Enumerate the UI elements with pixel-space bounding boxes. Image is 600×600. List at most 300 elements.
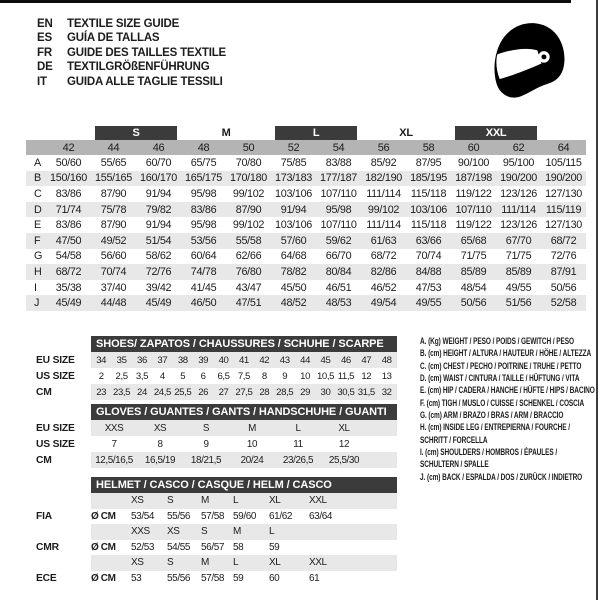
value-cell: 45 — [315, 352, 335, 368]
value-cell: 6 — [200, 370, 206, 382]
measure-row-G — [26, 249, 586, 265]
helmet-value: 59/60 — [233, 510, 257, 522]
diameter-unit-label: Ø CM — [91, 541, 116, 553]
helmet-value: 53 — [131, 572, 142, 584]
measure-value: 107/110 — [320, 187, 357, 200]
value-cell: 25,5/30 — [321, 452, 367, 468]
helmet-size-header: L — [269, 524, 309, 540]
table-row — [36, 352, 397, 368]
measure-value: 68/72 — [541, 233, 586, 249]
table-row — [36, 436, 397, 452]
language-row — [37, 75, 226, 89]
language-label: GUÍA DE TALLAS — [67, 32, 160, 45]
helmet-value: 57/58 — [201, 572, 225, 584]
helmet-size-header: XL — [269, 493, 309, 509]
size-column-header: 54 — [316, 140, 361, 155]
measure-value: 83/86 — [55, 219, 82, 232]
value-cell: 12,5/16,5 — [91, 452, 137, 468]
measure-row-C — [26, 186, 586, 202]
measure-value: 83/88 — [325, 156, 352, 169]
right-border-line — [596, 0, 598, 600]
measure-value: 71/74 — [46, 202, 91, 218]
helmet-row-CMR — [36, 540, 397, 556]
value-cell: 30,5 — [336, 384, 356, 400]
main-size-table — [26, 126, 586, 311]
measure-value: 41/45 — [190, 281, 217, 294]
size-column-header: 46 — [136, 140, 181, 155]
measure-value: 185/195 — [406, 171, 451, 187]
measure-value: 50/56 — [550, 281, 577, 294]
helmet-row-FIA — [36, 509, 397, 525]
row-label: US SIZE — [36, 438, 75, 450]
filler-cell — [367, 452, 397, 468]
measure-value: 82/86 — [361, 264, 406, 280]
table-row — [36, 368, 397, 384]
measure-row-label: D — [26, 202, 46, 218]
measure-row-label: B — [26, 171, 46, 187]
size-group-spacer — [541, 126, 586, 140]
helmet-size-header: XS — [131, 555, 167, 571]
shoes-section-title: SHOES/ ZAPATOS / CHAUSSURES / SCHUHE / SCARPE — [91, 336, 397, 352]
measure-value: 87/91 — [541, 264, 586, 280]
size-group-bar: XXL — [455, 126, 537, 140]
measure-row-label: I — [34, 281, 37, 294]
size-column-header: 56 — [361, 140, 406, 155]
unit-spacer — [91, 493, 131, 509]
size-column-header: 62 — [496, 140, 541, 155]
value-cell: 40 — [213, 352, 233, 368]
value-cell: 27,5 — [234, 384, 254, 400]
measure-value: 160/170 — [136, 171, 181, 187]
measure-value: 71/75 — [505, 250, 532, 263]
helmet-section — [36, 477, 397, 586]
measure-value: 45/49 — [136, 295, 181, 311]
measure-value: 50/56 — [451, 295, 496, 311]
measure-value: 85/89 — [451, 264, 496, 280]
measure-value: 119/122 — [455, 219, 492, 232]
measure-value: 115/118 — [410, 219, 447, 232]
measure-value: 103/106 — [406, 202, 451, 218]
helmet-sizes-row — [36, 524, 397, 540]
measure-value: 72/76 — [550, 250, 577, 263]
band-spacer — [26, 140, 46, 155]
helmet-section-title: HELMET / CASCO / CASQUE / HELM / CASCO — [91, 477, 397, 493]
measure-row-F — [26, 233, 586, 249]
value-cell: 24 — [132, 384, 152, 400]
measure-row-label: A — [34, 156, 41, 169]
value-cell: 30 — [315, 384, 335, 400]
measure-value: 48/53 — [316, 295, 361, 311]
row-label: US SIZE — [36, 370, 75, 382]
measure-value: 155/165 — [91, 171, 136, 187]
size-column-header: 44 — [91, 140, 136, 155]
shoes-section — [36, 336, 397, 400]
value-cell: 2 — [98, 370, 104, 382]
language-label: TEXTILE SIZE GUIDE — [67, 18, 180, 30]
helmet-value: 57/58 — [201, 510, 225, 522]
measure-value: 55/65 — [100, 156, 127, 169]
helmet-value: 60 — [269, 572, 280, 584]
helmet-size-header: M — [201, 493, 233, 509]
value-cell: 23/26,5 — [275, 452, 321, 468]
measure-row-A — [26, 155, 586, 171]
measure-value: 37/40 — [100, 281, 127, 294]
measure-value: 46/50 — [181, 295, 226, 311]
size-column-header: 58 — [406, 140, 451, 155]
value-cell: 3,5 — [135, 370, 149, 382]
value-cell: 20/24 — [229, 452, 275, 468]
size-column-header: 48 — [181, 140, 226, 155]
table-row — [36, 420, 397, 436]
measure-value: 57/60 — [271, 233, 316, 249]
row-label-spacer — [36, 524, 91, 540]
helmet-size-header: XS — [167, 524, 201, 540]
value-cell: 41 — [234, 352, 254, 368]
measure-value: 44/48 — [91, 295, 136, 311]
helmet-value: 63/64 — [309, 510, 333, 522]
value-cell: 25,5 — [173, 384, 193, 400]
measure-value: 91/94 — [271, 202, 316, 218]
measure-value: 83/86 — [181, 202, 226, 218]
value-cell: XL — [321, 420, 367, 436]
helmet-size-header: M — [201, 555, 233, 571]
measure-value: 87/90 — [226, 202, 271, 218]
unit-spacer — [91, 524, 131, 540]
legend-line: I. (cm) SHOULDERS / HOMBROS / ÉPAULES / — [420, 447, 558, 458]
measure-value: 43/47 — [235, 281, 262, 294]
measure-value: 90/100 — [457, 156, 490, 169]
language-row — [37, 31, 226, 45]
value-cell: 9 — [282, 370, 288, 382]
measure-value: 105/115 — [545, 156, 582, 169]
measure-value: 182/190 — [361, 171, 406, 187]
value-cell: 31,5 — [356, 384, 376, 400]
helmet-sizes-row — [36, 555, 397, 571]
measure-value: 91/94 — [145, 187, 172, 200]
measure-value: 63/66 — [406, 233, 451, 249]
measure-value: 75/85 — [280, 156, 307, 169]
measure-value: 95/98 — [190, 219, 217, 232]
row-label: EU SIZE — [36, 422, 75, 434]
measure-value: 99/102 — [232, 219, 265, 232]
measure-value: 55/58 — [226, 233, 271, 249]
helmet-size-header: S — [167, 493, 201, 509]
helmet-value: 55/56 — [167, 572, 191, 584]
measure-value: 48/54 — [460, 281, 487, 294]
measure-value: 45/50 — [280, 281, 307, 294]
measure-value: 75/78 — [91, 202, 136, 218]
language-label: GUIDE DES TAILLES TEXTILE — [67, 46, 226, 59]
helmet-sizes-row — [36, 493, 397, 509]
helmet-value: 59 — [233, 572, 244, 584]
measure-row-label: C — [34, 187, 42, 200]
value-cell: 42 — [254, 352, 274, 368]
standard-label: FIA — [36, 510, 52, 522]
value-cell: 7,5 — [237, 370, 250, 382]
standard-label: ECE — [36, 572, 57, 584]
value-cell: 37 — [152, 352, 172, 368]
helmet-size-header: S — [167, 555, 201, 571]
language-label: TEXTILGRÖßENFÜHRUNG — [67, 61, 210, 74]
shoes-table — [36, 352, 397, 400]
value-cell: S — [183, 420, 229, 436]
helmet-value: 55/56 — [167, 510, 191, 522]
value-cell: 2,5 — [115, 370, 128, 382]
measure-value: 127/130 — [545, 219, 582, 232]
measure-value: 60/70 — [145, 156, 172, 169]
legend-line: E. (cm) HIP / CADERA / HANCHE / HÜFTE / HIPS / BACINO — [420, 385, 595, 396]
measure-value: 103/106 — [275, 219, 312, 232]
measure-value: 47/51 — [226, 295, 271, 311]
measure-value: 95/98 — [190, 187, 217, 200]
value-cell: 46 — [336, 352, 356, 368]
helmet-size-header: M — [233, 524, 269, 540]
helmet-row-ECE — [36, 571, 397, 587]
table-row — [36, 384, 397, 400]
helmet-value: 59 — [269, 541, 280, 553]
measure-row-label: F — [26, 233, 46, 249]
measure-value: 95/98 — [316, 202, 361, 218]
measure-value: 115/118 — [410, 187, 447, 200]
value-cell: 24,5 — [152, 384, 172, 400]
helmet-value: 54/55 — [167, 541, 191, 553]
table-row — [36, 452, 397, 468]
racing-helmet-icon — [489, 16, 571, 106]
row-label: CM — [36, 454, 52, 466]
measure-value: 123/126 — [500, 219, 537, 232]
unit-spacer — [91, 555, 131, 571]
gloves-section-title: GLOVES / GUANTES / GANTS / HANDSCHUHE / GUANTI — [91, 404, 397, 420]
value-cell: L — [275, 420, 321, 436]
value-cell: 13 — [381, 370, 392, 382]
language-code: DE — [37, 61, 53, 74]
legend-line: SCHULTERN / SPALLE — [420, 459, 489, 470]
value-cell: 9 — [203, 438, 209, 450]
helmet-value: 61/62 — [269, 510, 293, 522]
value-cell: 26 — [193, 384, 213, 400]
measure-row-J — [26, 295, 586, 311]
measure-value: 187/198 — [451, 171, 496, 187]
helmet-size-header: XXS — [131, 524, 167, 540]
measure-value: 170/180 — [226, 171, 271, 187]
size-column-header: 42 — [46, 140, 91, 155]
measure-value: 49/55 — [505, 281, 532, 294]
size-group-bar: S — [95, 126, 177, 140]
measure-value: 46/52 — [370, 281, 397, 294]
size-group-M — [181, 126, 271, 140]
measure-value: 91/94 — [145, 219, 172, 232]
standard-label: CMR — [36, 541, 59, 553]
value-cell: 32 — [376, 384, 396, 400]
value-cell: 48 — [376, 352, 396, 368]
gloves-section — [36, 404, 397, 468]
measure-row-label: H — [26, 264, 46, 280]
size-column-header: 60 — [451, 140, 496, 155]
value-cell: 6,5 — [217, 370, 230, 382]
legend-line: D. (cm) WAIST / CINTURA / TAILLE / HÜFTUNG / VITA — [420, 373, 580, 384]
measure-value: 111/114 — [496, 202, 541, 218]
value-cell: 28 — [254, 384, 274, 400]
measure-value: 60/64 — [190, 250, 217, 263]
value-cell: 27 — [213, 384, 233, 400]
language-code: IT — [37, 75, 47, 88]
measure-value: 47/53 — [415, 281, 442, 294]
helmet-value: 61 — [309, 572, 320, 584]
measure-value: 58/62 — [145, 250, 172, 263]
measure-value: 87/90 — [100, 187, 127, 200]
measure-value: 68/72 — [370, 250, 397, 263]
language-row — [37, 46, 226, 60]
measure-value: 190/200 — [496, 171, 541, 187]
measure-row-B — [26, 171, 586, 187]
legend-line: F. (cm) TIGH / MUSLO / CUISSE / SCHENKEL / COSCIA — [420, 397, 585, 408]
measure-row-label: J — [26, 295, 46, 311]
measure-value: 49/52 — [91, 233, 136, 249]
measure-value: 85/92 — [370, 156, 397, 169]
legend-line: G. (cm) ARM / BRAZO / BRAS / ARM / BRACCIO — [420, 410, 564, 421]
value-cell: 10 — [300, 370, 311, 382]
measure-value: 87/90 — [100, 219, 127, 232]
measure-value: 56/60 — [100, 250, 127, 263]
measure-value: 49/55 — [406, 295, 451, 311]
size-group-XXL — [451, 126, 541, 140]
legend-line: SCHRITT / FORCELLA — [420, 434, 488, 445]
size-group-L — [271, 126, 361, 140]
measure-value: 46/51 — [325, 281, 352, 294]
measure-row-E — [26, 217, 586, 233]
helmet-size-header: XXL — [309, 555, 397, 571]
measure-value: 64/68 — [280, 250, 307, 263]
measure-value: 50/60 — [55, 156, 82, 169]
language-code: EN — [37, 18, 53, 30]
value-cell: 44 — [295, 352, 315, 368]
language-label: GUIDA ALLE TAGLIE TESSILI — [67, 75, 223, 88]
measure-value: 111/114 — [366, 219, 401, 232]
value-cell: 12 — [338, 438, 350, 450]
size-group-spacer — [26, 126, 91, 140]
measure-value: 35/38 — [55, 281, 82, 294]
helmet-value: 52/53 — [131, 541, 155, 553]
measure-value: 111/114 — [366, 187, 401, 200]
value-cell: 16,5/19 — [137, 452, 183, 468]
measure-value: 66/70 — [325, 250, 352, 263]
size-group-S — [91, 126, 181, 140]
language-list — [37, 17, 226, 89]
row-label: EU SIZE — [36, 354, 75, 366]
measure-value: 48/52 — [271, 295, 316, 311]
measure-value: 107/110 — [451, 202, 496, 218]
row-label-spacer — [36, 493, 91, 509]
measure-value: 74/78 — [181, 264, 226, 280]
value-cell: 7 — [111, 438, 117, 450]
gloves-table — [36, 420, 397, 468]
value-cell: 35 — [111, 352, 131, 368]
measure-value: 39/42 — [145, 281, 172, 294]
measure-value: 53/56 — [181, 233, 226, 249]
row-label-spacer — [36, 555, 91, 571]
language-row — [37, 60, 226, 74]
measure-value: 123/126 — [500, 187, 537, 200]
measure-value: 99/102 — [361, 202, 406, 218]
size-group-bar: XL — [399, 127, 413, 139]
top-border-line — [0, 0, 571, 3]
value-cell: 18/21,5 — [183, 452, 229, 468]
measure-value: 49/54 — [361, 295, 406, 311]
legend-line: B. (cm) HEIGHT / ALTURA / HAUTEUR / HÖHE / ALTEZZA — [420, 348, 592, 359]
measure-value: 85/89 — [496, 264, 541, 280]
measure-row-I — [26, 280, 586, 296]
measure-value: 70/74 — [415, 250, 442, 263]
measure-value: 70/74 — [91, 264, 136, 280]
diameter-unit-label: Ø CM — [91, 572, 116, 584]
measure-value: 65/68 — [451, 233, 496, 249]
legend-line: A. (Kg) WEIGHT / PESO / POIDS / GEWITCH / PESO — [420, 336, 575, 346]
measure-value: 47/50 — [46, 233, 91, 249]
measure-value: 150/160 — [46, 171, 91, 187]
measure-value: 52/58 — [541, 295, 586, 311]
measure-value: 173/183 — [271, 171, 316, 187]
filler-cell — [367, 436, 397, 452]
measure-value: 51/54 — [136, 233, 181, 249]
value-cell: 47 — [356, 352, 376, 368]
helmet-size-header: XXL — [309, 493, 397, 509]
measure-value: 70/80 — [235, 156, 262, 169]
measure-value: 95/100 — [502, 156, 535, 169]
measure-value: 72/76 — [136, 264, 181, 280]
measure-value: 119/122 — [455, 187, 492, 200]
language-code: ES — [37, 32, 52, 45]
measure-value: 76/80 — [226, 264, 271, 280]
helmet-table — [36, 493, 397, 586]
measure-value: 87/95 — [415, 156, 442, 169]
measure-row-label: E — [34, 219, 41, 232]
helmet-size-header: XS — [131, 493, 167, 509]
measure-value: 79/82 — [136, 202, 181, 218]
measure-value: 78/82 — [271, 264, 316, 280]
measure-value: 61/63 — [361, 233, 406, 249]
measure-value: 54/58 — [55, 250, 82, 263]
helmet-value: 53/54 — [131, 510, 155, 522]
measure-row-label: G — [34, 250, 43, 263]
helmet-value: 58 — [233, 541, 244, 553]
language-row — [37, 17, 226, 31]
measure-value: 127/130 — [545, 187, 582, 200]
measure-value: 190/200 — [541, 171, 586, 187]
helmet-value: 56/57 — [201, 541, 225, 553]
diameter-unit-label: Ø CM — [91, 510, 116, 522]
value-cell: 38 — [173, 352, 193, 368]
measure-value: 51/56 — [496, 295, 541, 311]
measure-value: 115/119 — [541, 202, 586, 218]
measure-value: 177/187 — [316, 171, 361, 187]
value-cell: 23,5 — [111, 384, 131, 400]
measure-value: 67/70 — [496, 233, 541, 249]
measure-value: 107/110 — [320, 219, 357, 232]
value-cell: XXS — [91, 420, 137, 436]
value-cell: 8 — [157, 438, 163, 450]
value-cell: 36 — [132, 352, 152, 368]
helmet-size-header: L — [233, 555, 269, 571]
size-column-header: 50 — [226, 140, 271, 155]
measure-value: 99/102 — [232, 187, 265, 200]
value-cell: 34 — [91, 352, 111, 368]
value-cell: 12 — [361, 370, 372, 382]
value-cell: 39 — [193, 352, 213, 368]
filler-cell — [367, 420, 397, 436]
measure-value: 103/106 — [275, 187, 312, 200]
value-cell: 5 — [180, 370, 186, 382]
measure-value: 45/49 — [46, 295, 91, 311]
